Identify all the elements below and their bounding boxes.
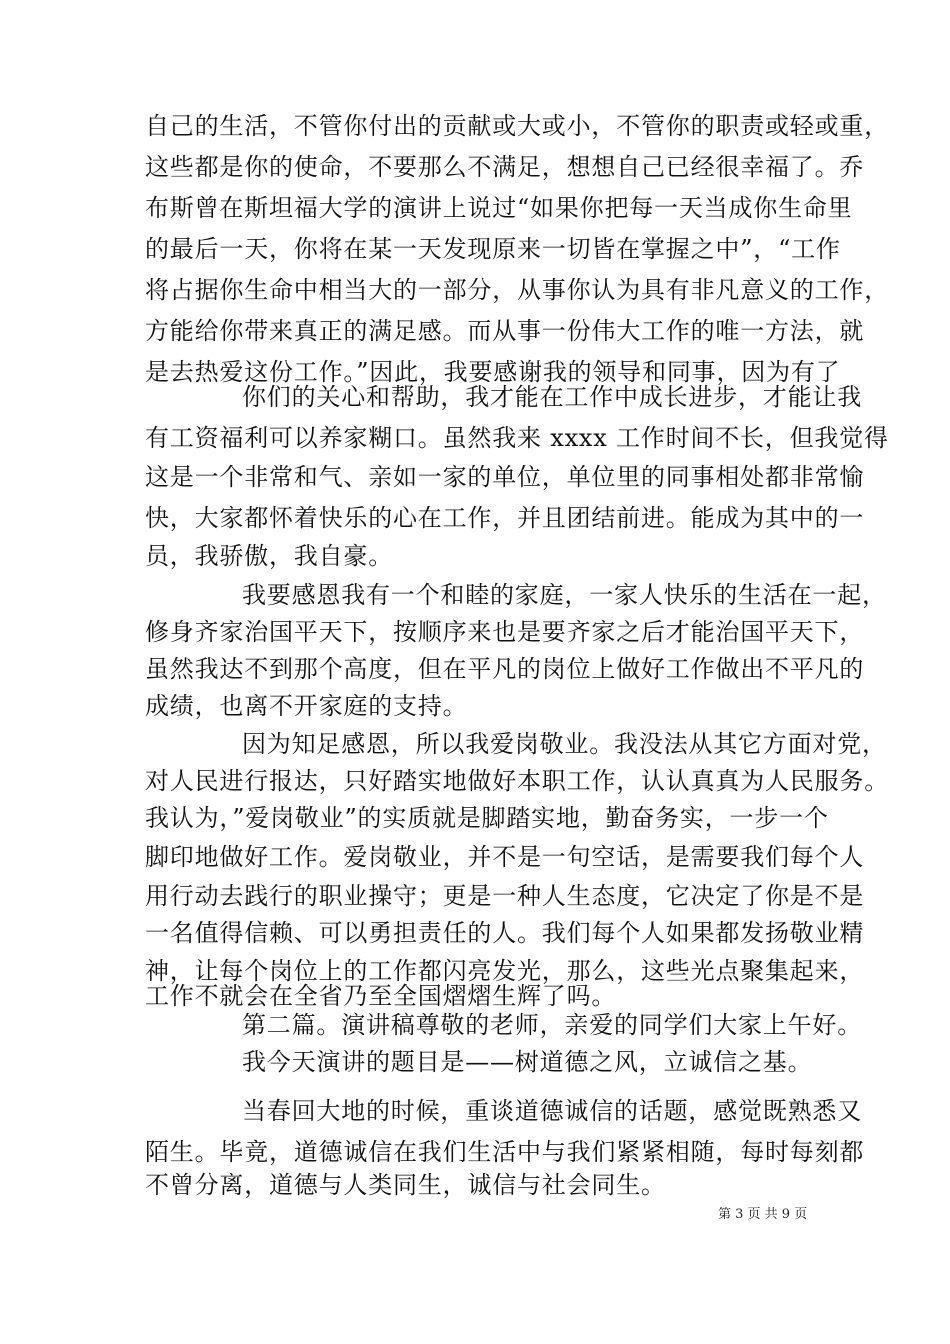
body-line: 不曾分离，道德与人类同生，诚信与社会同生。 xyxy=(145,1171,666,1199)
body-line: 这些都是你的使命，不要那么不满足，想想自己已经很幸福了。乔 xyxy=(145,153,865,181)
body-line: 脚印地做好工作。爱岗敬业，并不是一句空话，是需要我们每个人 xyxy=(145,843,865,871)
body-line: 方能给你带来真正的满足感。而从事一份伟大工作的唯一方法，就 xyxy=(145,317,865,345)
body-line: 的最后一天，你将在某一天发现原来一切皆在掌握之中”，“工作 xyxy=(145,235,841,263)
body-line: 陌生。毕竟，道德诚信在我们生活中与我们紧紧相随，每时每刻都 xyxy=(145,1138,865,1166)
body-line: 神，让每个岗位上的工作都闪亮发光，那么，这些光点聚集起来， xyxy=(145,957,865,985)
body-line: 用行动去践行的职业操守；更是一种人生态度，它决定了你是不是 xyxy=(145,882,865,910)
paragraph-first-line: 我今天演讲的题目是——树道德之风，立诚信之基。 xyxy=(242,1048,813,1076)
paragraph-first-line: 因为知足感恩，所以我爱岗敬业。我没法从其它方面对党， xyxy=(242,730,887,758)
body-line: 工作不就会在全省乃至全国熠熠生辉了吗。 xyxy=(145,982,617,1010)
body-line: 自己的生活，不管你付出的贡献或大或小，不管你的职责或轻或重， xyxy=(145,112,889,140)
body-line: 成绩，也离不开家庭的支持。 xyxy=(145,692,468,720)
section-heading-line: 第二篇。演讲稿尊敬的老师，亲爱的同学们大家上午好。 xyxy=(242,1011,862,1039)
body-line: 我认为，”爱岗敬业”的实质就是脚踏实地，勤奋务实，一步一个 xyxy=(145,804,829,832)
body-line: 员，我骄傲，我自豪。 xyxy=(145,542,393,570)
paragraph-first-line: 我要感恩我有一个和睦的家庭，一家人快乐的生活在一起， xyxy=(242,581,887,609)
page-number: 第 3 页 共 9 页 xyxy=(718,1207,808,1222)
paragraph-first-line: 你们的关心和帮助，我才能在工作中成长进步，才能让我 xyxy=(242,383,862,411)
body-line: 将占据你生命中相当大的一部分，从事你认为具有非凡意义的工作， xyxy=(145,276,889,304)
body-line: 这是一个非常和气、亲如一家的单位，单位里的同事相处都非常愉 xyxy=(145,463,865,491)
body-line: 虽然我达不到那个高度，但在平凡的岗位上做好工作做出不平凡的 xyxy=(145,655,865,683)
body-line: 快，大家都怀着快乐的心在工作，并且团结前进。能成为其中的一 xyxy=(145,504,865,532)
body-line: 有工资福利可以养家糊口。虽然我来 xxxx 工作时间不长，但我觉得 xyxy=(145,424,889,452)
body-line: 布斯曾在斯坦福大学的演讲上说过“如果你把每一天当成你生命里 xyxy=(145,194,853,222)
body-line: 一名值得信赖、可以勇担责任的人。我们每个人如果都发扬敬业精 xyxy=(145,919,865,947)
body-line: 对人民进行报达，只好踏实地做好本职工作，认认真真为人民服务。 xyxy=(145,767,889,795)
paragraph-first-line: 当春回大地的时候，重谈道德诚信的话题，感觉既熟悉又 xyxy=(242,1097,862,1125)
body-line: 是去热爱这份工作。”因此，我要感谢我的领导和同事，因为有了 xyxy=(145,358,841,386)
body-line: 修身齐家治国平天下，按顺序来也是要齐家之后才能治国平天下， xyxy=(145,618,865,646)
